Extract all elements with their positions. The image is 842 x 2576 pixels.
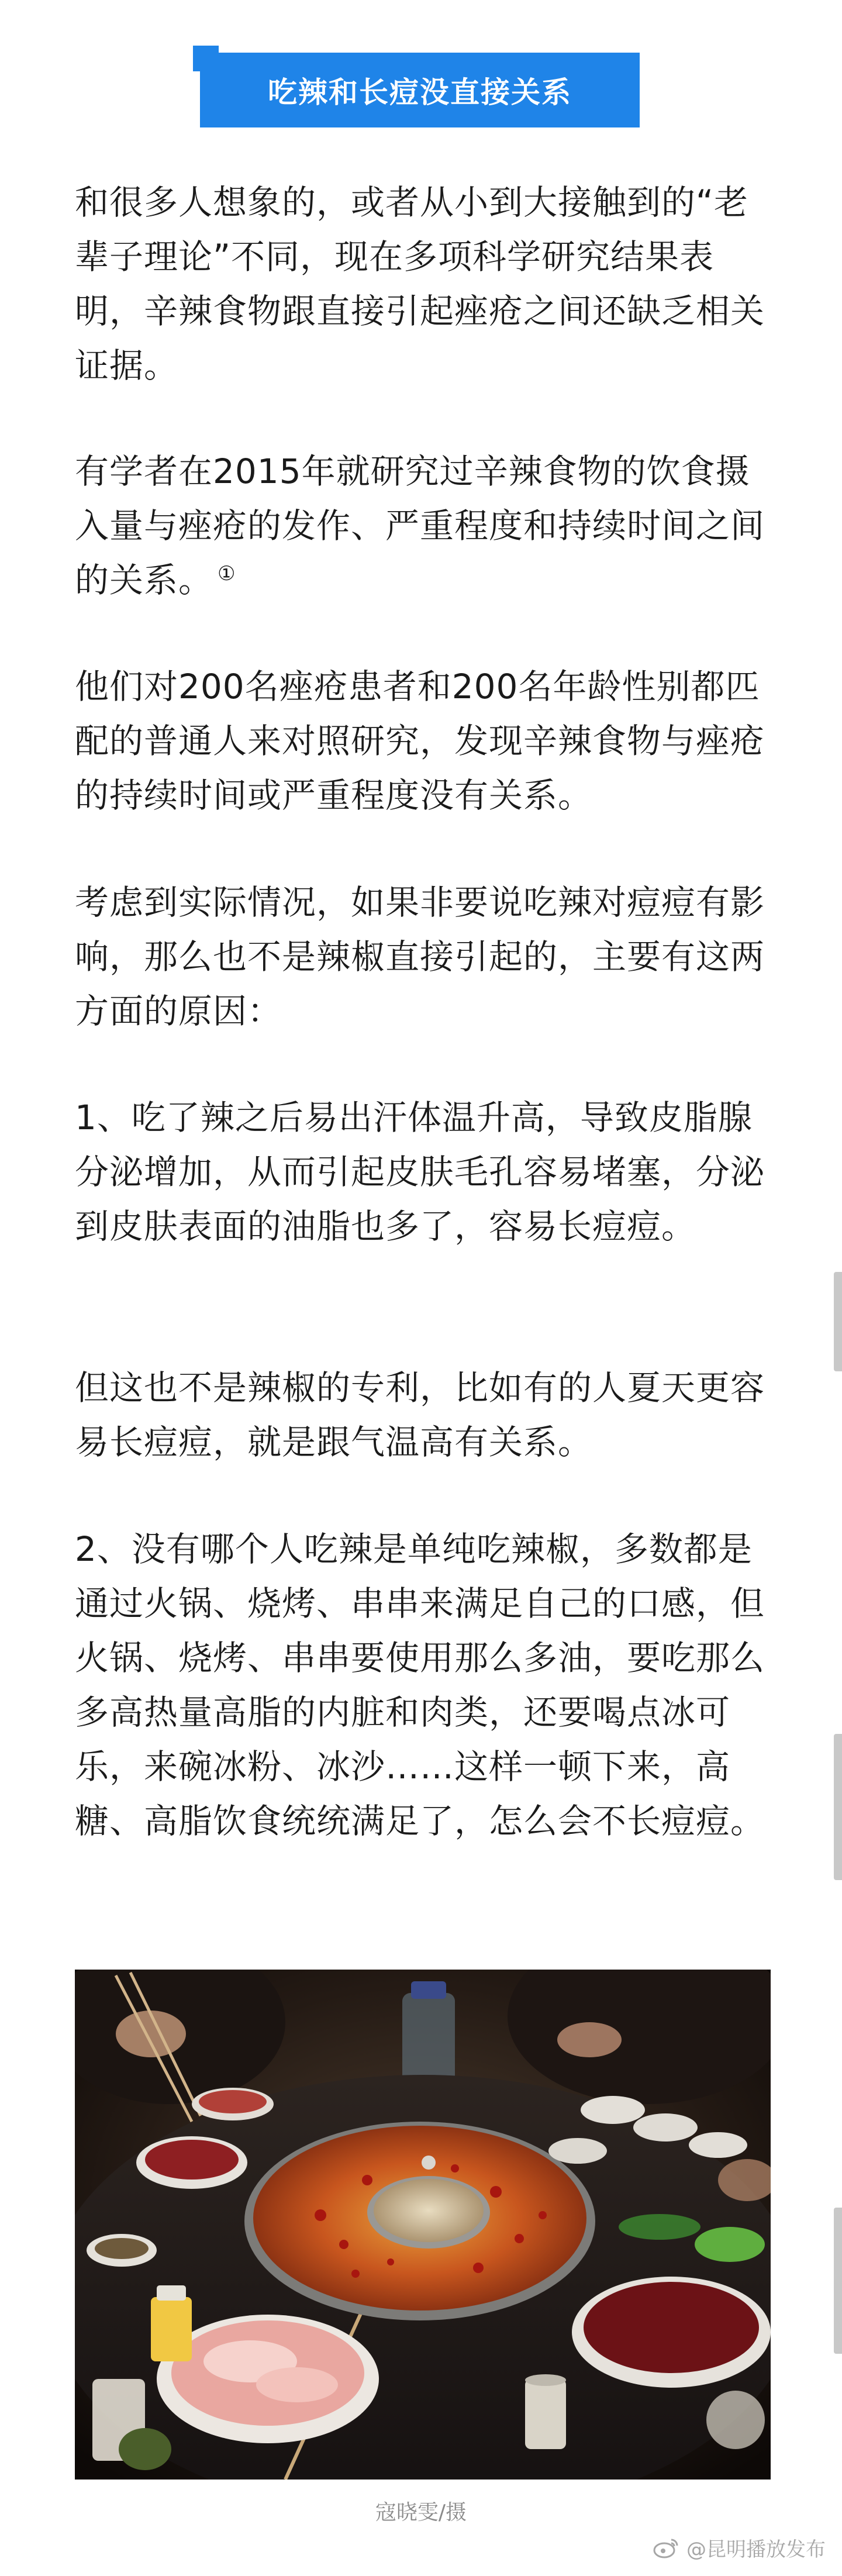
paragraph-study-text: 有学者在2015年就研究过辛辣食物的饮食摄入量与痤疮的发作、严重程度和持续时间之间的关系。	[75, 451, 765, 600]
watermark	[653, 2533, 826, 2562]
paragraph-intro: 和很多人想象的，或者从小到大接触到的“老辈子理论”不同，现在多项科学研究结果表明，辛辣食物跟直接引起痤疮之间还缺乏相关证据。	[75, 182, 765, 385]
title-banner	[200, 53, 640, 127]
scroll-indicator-3	[834, 2208, 842, 2354]
footnote-marker[interactable]: ①	[218, 561, 236, 585]
scroll-indicator-2	[834, 1734, 842, 1880]
paragraph-study-result: 他们对200名痤疮患者和200名年龄性别都匹配的普通人来对照研究，发现辛辣食物与痤疮的持续时间或严重程度没有关系。	[75, 667, 765, 815]
article-title: 吃辣和长痘没直接关系	[200, 53, 640, 127]
paragraph-reason-one: 1、吃了辣之后易出汗体温升高，导致皮脂腺分泌增加，从而引起皮肤毛孔容易堵塞，分泌到皮肤表面的油脂也多了，容易长痘痘。	[75, 1098, 765, 1246]
scroll-indicator-1	[834, 1272, 842, 1371]
paragraph-summer-note: 但这也不是辣椒的专利，比如有的人夏天更容易长痘痘，就是跟气温高有关系。	[75, 1368, 765, 1462]
hotpot-photo	[75, 1970, 771, 2480]
weibo-logo-icon	[653, 2536, 681, 2560]
paragraph-reasons-intro: 考虑到实际情况，如果非要说吃辣对痘痘有影响，那么也不是辣椒直接引起的，主要有这两方面的原因：	[75, 882, 765, 1031]
photo-caption: 寇晓雯/摄	[375, 2501, 467, 2525]
paragraph-study	[75, 444, 771, 608]
paragraph-reason-two: 2、没有哪个人吃辣是单纯吃辣椒，多数都是通过火锅、烧烤、串串来满足自己的口感，但火锅、烧烤、串串要使用那么多油，要吃那么多高热量高脂的内脏和肉类，还要喝点冰可乐，来碗冰粉、冰沙……这样一顿下来，高糖、高脂饮食统统满足了，怎么会不长痘痘。	[75, 1529, 765, 1841]
watermark-text: @昆明播放发布	[686, 2538, 826, 2561]
